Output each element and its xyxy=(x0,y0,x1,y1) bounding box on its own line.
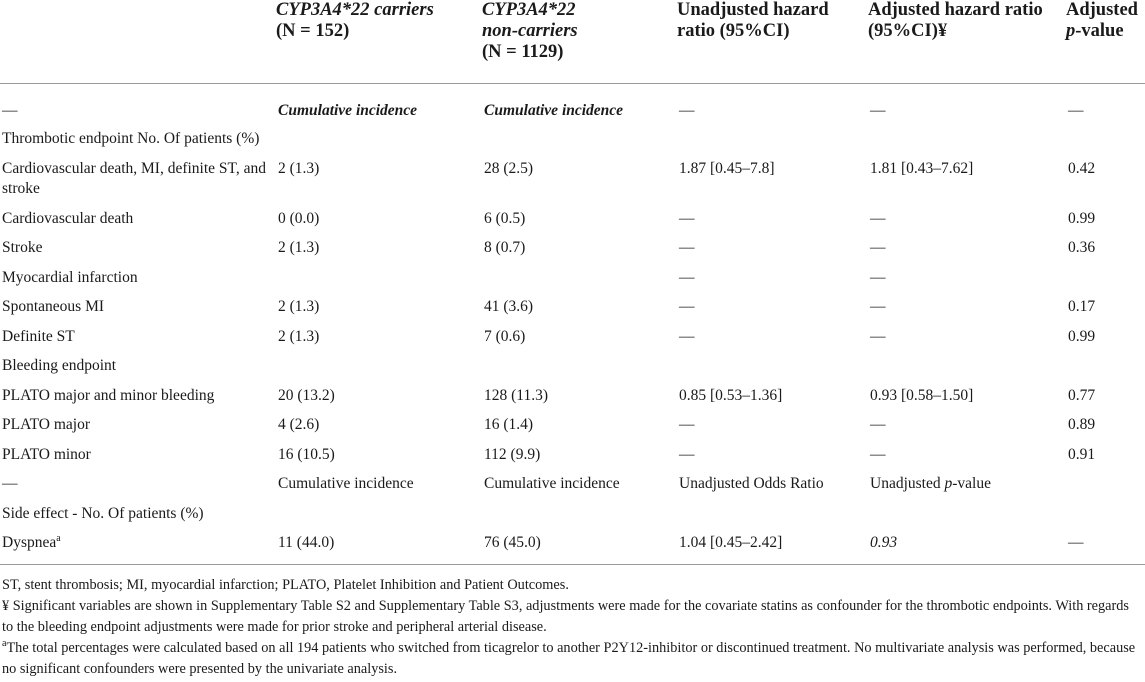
cell-non-carriers: 28 (2.5) xyxy=(484,159,534,177)
cell-p: — xyxy=(1066,527,1145,564)
cell-carriers: 4 (2.6) xyxy=(278,416,320,433)
header-carriers-title: CYP3A4*22 carriers xyxy=(276,0,434,20)
cell-non-carriers: 16 (1.4) xyxy=(484,416,534,433)
cell-unadjusted xyxy=(677,123,868,153)
cell-non-carriers: 6 (0.5) xyxy=(484,209,526,227)
cell-p: 0.36 xyxy=(1068,239,1096,256)
cell-adjusted xyxy=(868,468,1066,498)
table-row xyxy=(0,468,1145,498)
cell-non-carriers: 41 (3.6) xyxy=(484,298,534,315)
cell-p: 0.17 xyxy=(1068,298,1096,315)
header-empty xyxy=(0,0,276,84)
row-label: — xyxy=(2,102,18,119)
row-label: PLATO minor xyxy=(2,445,91,463)
table-row xyxy=(0,350,1145,380)
table-row xyxy=(0,498,1145,528)
cell-adjusted-a: Unadjusted xyxy=(870,475,945,492)
table-footnotes xyxy=(2,575,1142,680)
row-label: Stroke xyxy=(2,239,43,256)
footnote-yen: ¥ Significant variables are shown in Supplementary Table S2 and Supplementary Table S3, adjustments were made for the covariate statins as confounder for the thrombotic endpoints. With regards to the bleeding endpoint adjustments were made for prior stroke and peripheral arterial disease. xyxy=(2,598,1129,635)
table-row xyxy=(0,321,1145,351)
row-label-text: Dyspnea xyxy=(2,534,57,551)
footnote-a xyxy=(2,638,1142,680)
cell-p: — xyxy=(1068,102,1084,119)
cell-unadjusted: 1.04 [0.45–2.42] xyxy=(677,527,868,564)
cell-carriers: 2 (1.3) xyxy=(278,239,320,256)
row-label: Side effect - No. Of patients (%) xyxy=(2,504,204,522)
cell-non-carriers: 128 (11.3) xyxy=(484,386,548,404)
row-label: PLATO major xyxy=(2,416,90,433)
header-carriers-n: (N = 152) xyxy=(276,21,350,41)
footnote-a-text: The total percentages were calculated based on all 194 patients who switched from ticagrelor to another P2Y12-inhibitor or discontinued treatment. No multivariate analysis was performed, because no significant confounders were presented by the univariate analysis. xyxy=(2,640,1136,677)
table-row xyxy=(0,232,1145,262)
cell-carriers: Cumulative incidence xyxy=(278,102,418,119)
row-label: Thrombotic endpoint No. Of patients (%) xyxy=(2,130,260,147)
cell-carriers: 2 (1.3) xyxy=(278,159,320,177)
cell-p: 0.42 xyxy=(1068,159,1096,177)
cell-non-carriers: Cumulative incidence xyxy=(484,102,624,119)
table-row xyxy=(0,409,1145,439)
cell-unadjusted: — xyxy=(679,445,695,463)
row-label xyxy=(0,527,276,564)
row-label: Myocardial infarction xyxy=(2,268,138,286)
table-row xyxy=(0,123,1145,153)
cell-adjusted: — xyxy=(870,327,886,345)
row-label: — xyxy=(2,475,18,492)
cell-adjusted xyxy=(868,123,1066,153)
header-noncarriers-n: (N = 1129) xyxy=(482,42,564,62)
cell-unadjusted: — xyxy=(679,327,695,345)
cell-unadjusted: — xyxy=(679,298,695,315)
row-label: Cardiovascular death, MI, definite ST, and stroke xyxy=(2,159,266,197)
row-label: PLATO major and minor bleeding xyxy=(2,386,215,404)
cell-carriers: 2 (1.3) xyxy=(278,327,320,345)
cell-carriers: 20 (13.2) xyxy=(278,386,335,404)
cell-non-carriers: Cumulative incidence xyxy=(484,475,620,492)
cell-non-carriers: 112 (9.9) xyxy=(484,445,541,463)
cell-non-carriers: 76 (45.0) xyxy=(482,527,677,564)
cell-p xyxy=(1066,123,1145,153)
table-row xyxy=(0,380,1145,410)
cell-p: 0.91 xyxy=(1068,445,1096,463)
cell-p: 0.77 xyxy=(1068,386,1096,404)
footnote-marker: a xyxy=(56,532,61,544)
footnote-abbreviations: ST, stent thrombosis; MI, myocardial infarction; PLATO, Platelet Inhibition and Patient Outcomes. xyxy=(2,577,569,593)
cell-adjusted xyxy=(868,350,1066,380)
table-row xyxy=(0,527,1145,564)
cell-adjusted: 0.93 xyxy=(868,527,1066,564)
cell-non-carriers xyxy=(482,123,677,153)
cell-carriers: 2 (1.3) xyxy=(278,298,320,315)
cell-unadjusted xyxy=(677,350,868,380)
cell-unadjusted: Unadjusted Odds Ratio xyxy=(679,475,824,492)
cell-p xyxy=(1066,498,1145,528)
header-adjusted-p-b: p xyxy=(1066,21,1076,41)
cell-non-carriers xyxy=(482,498,677,528)
cell-adjusted: — xyxy=(870,268,886,286)
cell-carriers: Cumulative incidence xyxy=(278,475,414,492)
cell-non-carriers xyxy=(482,262,677,292)
cell-adjusted-p: p xyxy=(944,475,953,492)
cell-unadjusted: — xyxy=(679,416,695,433)
cell-adjusted: — xyxy=(870,416,886,433)
header-adjusted-hr: Adjusted hazard ratio (95%CI)¥ xyxy=(868,0,1066,84)
cell-p: 0.99 xyxy=(1068,327,1096,345)
header-adjusted-p-c: -value xyxy=(1075,21,1124,41)
cell-p xyxy=(1066,350,1145,380)
table-row xyxy=(0,291,1145,321)
table-row xyxy=(0,262,1145,292)
cell-non-carriers: 8 (0.7) xyxy=(484,239,526,256)
header-non-carriers xyxy=(482,0,677,84)
cell-adjusted: — xyxy=(870,102,886,119)
cell-adjusted: — xyxy=(870,445,886,463)
row-label: Bleeding endpoint xyxy=(2,357,117,374)
header-unadjusted-hr: Unadjusted hazard ratio (95%CI) xyxy=(677,0,868,84)
cell-adjusted xyxy=(868,498,1066,528)
cell-unadjusted: 0.85 [0.53–1.36] xyxy=(679,386,783,404)
cell-unadjusted: — xyxy=(679,268,695,286)
cell-p: 0.89 xyxy=(1068,416,1096,433)
cell-adjusted-c: -value xyxy=(952,475,991,492)
cell-carriers: 16 (10.5) xyxy=(278,445,335,463)
cell-adjusted: — xyxy=(870,298,886,315)
cell-non-carriers: 7 (0.6) xyxy=(484,327,526,345)
cell-adjusted: — xyxy=(870,209,886,227)
cell-carriers: 11 (44.0) xyxy=(276,527,482,564)
table-row xyxy=(0,439,1145,469)
cell-p xyxy=(1066,262,1145,292)
cell-non-carriers xyxy=(482,350,677,380)
table-row xyxy=(0,84,1145,124)
cell-unadjusted xyxy=(677,498,868,528)
cell-unadjusted: 1.87 [0.45–7.8] xyxy=(679,159,775,177)
table-row xyxy=(0,203,1145,233)
cell-p: 0.99 xyxy=(1068,209,1096,227)
cell-unadjusted: — xyxy=(679,209,695,227)
cell-unadjusted: — xyxy=(679,102,695,119)
row-label: Cardiovascular death xyxy=(2,209,134,227)
header-adjusted-p xyxy=(1066,0,1145,84)
row-label: Spontaneous MI xyxy=(2,298,105,315)
cell-unadjusted: — xyxy=(679,239,695,256)
cell-carriers xyxy=(276,350,482,380)
header-noncarriers-title-a: CYP3A4*22 xyxy=(482,0,576,20)
header-adjusted-p-a: Adjusted xyxy=(1066,0,1138,20)
header-noncarriers-title-b: non-carriers xyxy=(482,21,578,41)
footnote-a-marker: a xyxy=(2,638,7,650)
header-carriers xyxy=(276,0,482,84)
cell-adjusted: 1.81 [0.43–7.62] xyxy=(870,159,974,177)
cell-adjusted: — xyxy=(870,239,886,256)
table-row xyxy=(0,153,1145,203)
cell-carriers xyxy=(276,262,482,292)
cell-adjusted: 0.93 [0.58–1.50] xyxy=(870,386,974,404)
header-row xyxy=(0,0,1145,84)
cell-p xyxy=(1066,468,1145,498)
row-label: Definite ST xyxy=(2,327,75,345)
cell-carriers: 0 (0.0) xyxy=(278,209,320,227)
